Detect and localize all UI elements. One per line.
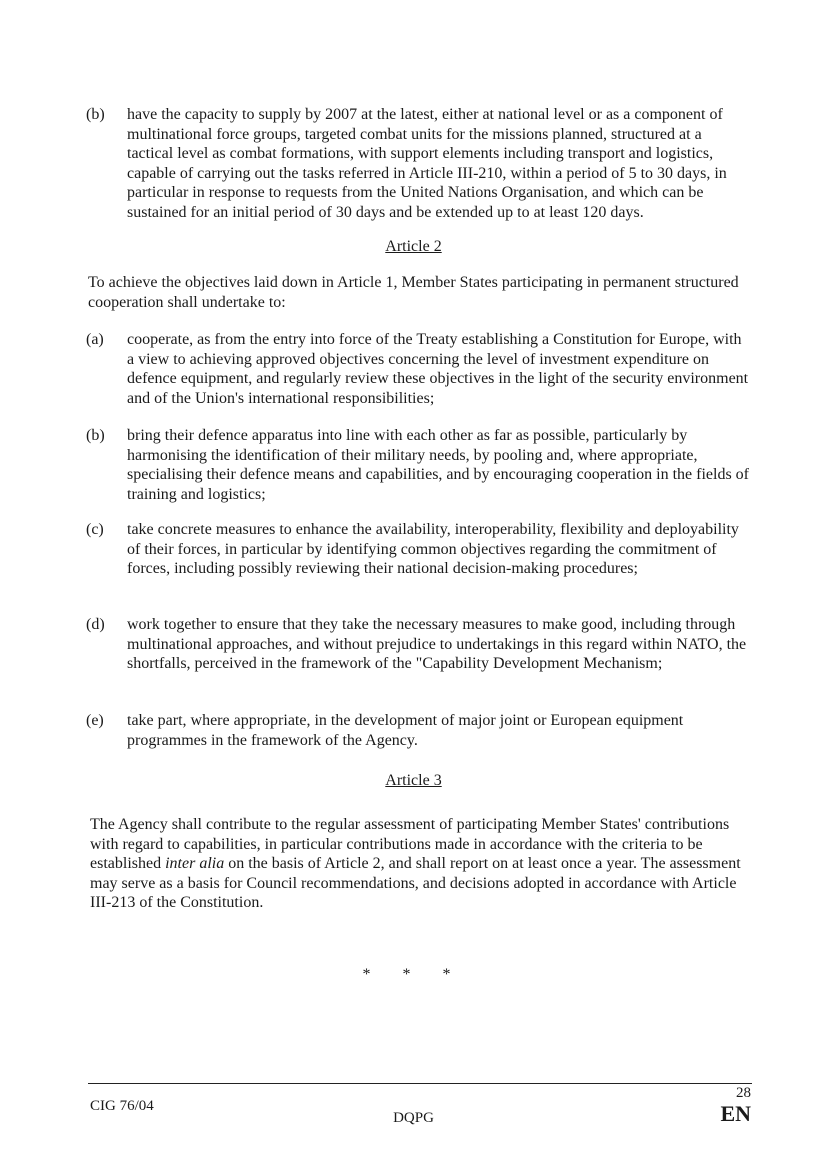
article3-heading-text: Article 3 bbox=[385, 772, 442, 789]
article2-item-d bbox=[86, 615, 751, 674]
article2-heading bbox=[0, 238, 827, 256]
item-label: (e) bbox=[86, 712, 104, 729]
item-text: take concrete measures to enhance the availability, interoperability, flexibility and deployability of their forces, in particular by identifying common objectives regarding the commitment of forces, including possibly reviewing their national decision-making procedures; bbox=[127, 521, 739, 577]
item-label: (b) bbox=[86, 106, 105, 123]
article2-item-e bbox=[86, 711, 751, 750]
section-separator: * * * bbox=[362, 966, 465, 983]
item-label: (c) bbox=[86, 521, 104, 538]
article2-heading-text: Article 2 bbox=[385, 238, 442, 255]
footer-language: EN bbox=[720, 1101, 751, 1126]
article2-intro: To achieve the objectives laid down in Article 1, Member States participating in permanent structured cooperation shall undertake to: bbox=[88, 274, 739, 311]
item-label: (b) bbox=[86, 427, 105, 444]
footer-doc-ref: CIG 76/04 bbox=[90, 1098, 154, 1114]
article3-text-italic: inter alia bbox=[165, 855, 225, 872]
article3-text bbox=[90, 815, 755, 913]
item-text: bring their defence apparatus into line with each other as far as possible, particularly by harmonising the identification of their military needs, by pooling and, where appropriate, specialising their defence means and capabilities, and by encouraging cooperation in the fields of training and logistics; bbox=[127, 427, 749, 503]
article3-text-part2: on the basis of Article 2, and shall report on at least once a year. The assessment may serve as a basis for Council recommendations, and decisions adopted in accordance with Article III-213 of the Constitution. bbox=[90, 855, 741, 911]
footer-rule bbox=[88, 1083, 752, 1084]
item-text: have the capacity to supply by 2007 at the latest, either at national level or as a component of multinational force groups, targeted combat units for the missions planned, structured at a tactical level as combat formations, with support elements including transport and logistics, capable of carrying out the tasks referred in Article III-210, within a period of 5 to 30 days, in particular in response to requests from the United Nations Organisation, and which can be sustained for an initial period of 30 days and be extended up to at least 120 days. bbox=[127, 106, 727, 221]
item-label: (a) bbox=[86, 331, 104, 348]
item-label: (d) bbox=[86, 616, 105, 633]
article2-item-a bbox=[86, 330, 751, 408]
article3-heading bbox=[0, 772, 827, 790]
article2-item-b bbox=[86, 426, 751, 504]
item-text: cooperate, as from the entry into force of the Treaty establishing a Constitution for Europe, with a view to achieving approved objectives concerning the level of investment expenditure on defence equipment, and regularly review these objectives in the light of the security environment and of the Union's international responsibilities; bbox=[127, 331, 749, 407]
item-text: work together to ensure that they take the necessary measures to make good, including through multinational approaches, and without prejudice to undertakings in this regard within NATO, the shortfalls, perceived in the framework of the "Capability Development Mechanism; bbox=[127, 616, 747, 672]
footer-dept: DQPG bbox=[393, 1110, 434, 1126]
article3-text-part1: The Agency shall contribute to the regular assessment of participating Member States' contributions with regard to capabilities, in particular contributions made in accordance with the criteria to be established bbox=[90, 816, 730, 872]
article1-item-b bbox=[86, 105, 751, 222]
footer-page-number: 28 bbox=[736, 1085, 751, 1101]
article2-item-c bbox=[86, 520, 751, 579]
item-text: take part, where appropriate, in the development of major joint or European equipment programmes in the framework of the Agency. bbox=[127, 712, 684, 749]
